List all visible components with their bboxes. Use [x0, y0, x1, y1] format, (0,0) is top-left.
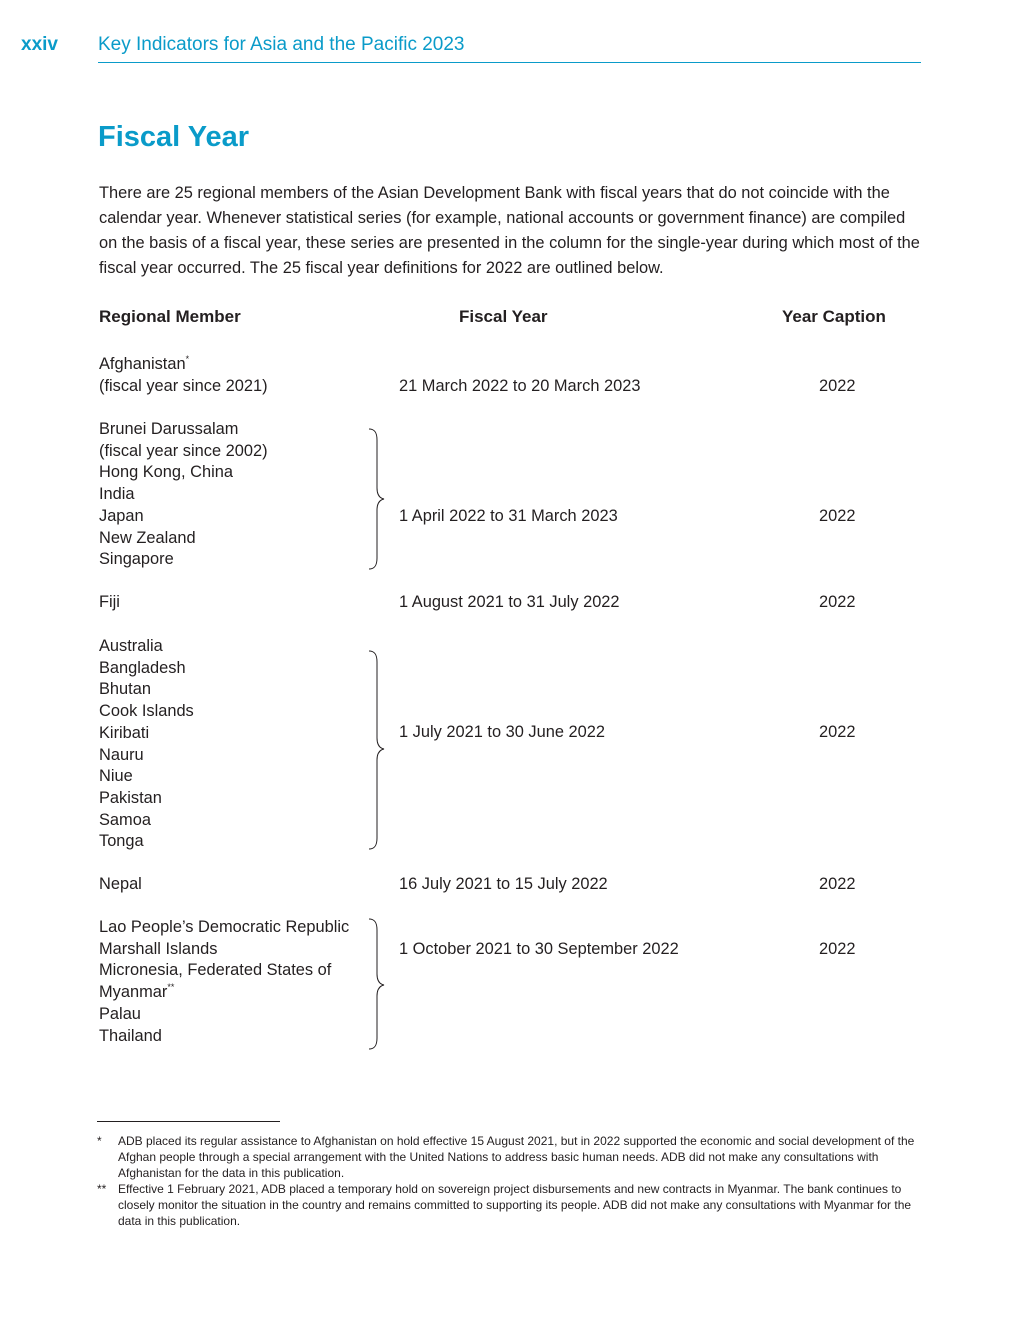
- column-header-year-caption: Year Caption: [782, 307, 886, 326]
- footnote-text: Effective 1 February 2021, ADB placed a temporary hold on sovereign project disbursements and new contracts in Myanmar. The bank continues to closely monitor the situation in the country and remains committed to supporting its people. ADB did not make any consultations with Myanmar for the data in this publication.: [118, 1182, 912, 1228]
- member-row: (fiscal year since 2021): [99, 376, 268, 395]
- fiscal-year-value: 16 July 2021 to 15 July 2022: [399, 875, 608, 893]
- brace-icon: [366, 428, 390, 570]
- brace-icon: [366, 918, 390, 1050]
- member-row: Samoa: [99, 810, 151, 829]
- member-row: Palau: [99, 1004, 141, 1023]
- member-row: Nepal: [99, 875, 142, 893]
- member-group-october-september: [99, 917, 349, 1047]
- footnote-marker: **: [167, 982, 175, 993]
- member-row: (fiscal year since 2002): [99, 441, 268, 460]
- member-name: Afghanistan: [99, 355, 186, 373]
- member-row: Niue: [99, 767, 133, 786]
- member-row: Japan: [99, 506, 144, 525]
- member-row: Marshall Islands: [99, 939, 218, 958]
- member-row: [99, 354, 268, 376]
- member-row: Kiribati: [99, 723, 150, 742]
- year-caption-value: 2022: [819, 593, 856, 611]
- member-row: New Zealand: [99, 528, 196, 547]
- year-caption-value: 2022: [819, 875, 856, 893]
- member-row: Brunei Darussalam: [99, 420, 239, 438]
- fiscal-year-value: 1 July 2021 to 30 June 2022: [399, 723, 605, 741]
- intro-paragraph: There are 25 regional members of the Asian Development Bank with fiscal years that do not coincide with the calendar year. Whenever statistical series (for example, national accounts or government finance) are compiled on the basis of a fiscal year, these series are presented in the column for the single-year during which most of the fiscal year occurred. The 25 fiscal year definitions for 2022 are outlined below.: [99, 184, 920, 277]
- member-row: Thailand: [99, 1026, 162, 1045]
- page-number: xxiv: [21, 34, 58, 55]
- footnote-text: ADB placed its regular assistance to Afghanistan on hold effective 15 August 2021, but in 2022 supported the economic and social development of the Afghan people through a special arrangement with the United Nations to address basic human needs. ADB did not make any consultations with Afghanistan for the data in this publication.: [118, 1134, 915, 1180]
- column-header-regional-member: Regional Member: [99, 307, 241, 326]
- year-caption-value: 2022: [819, 723, 856, 741]
- fiscal-year-value: 21 March 2022 to 20 March 2023: [399, 377, 641, 395]
- member-row: Tonga: [99, 832, 144, 851]
- footnote-rule: [97, 1121, 280, 1122]
- member-group-nepal: [99, 874, 142, 896]
- member-row: Cook Islands: [99, 702, 194, 721]
- year-caption-value: 2022: [819, 940, 856, 958]
- member-row: Australia: [99, 637, 163, 655]
- footnote-myanmar: [97, 1181, 919, 1229]
- member-row: Singapore: [99, 550, 174, 569]
- section-title: Fiscal Year: [98, 121, 250, 153]
- member-group-july-june: [99, 636, 194, 853]
- footnote-marker: *: [185, 354, 190, 364]
- member-group-fiji: [99, 592, 120, 614]
- member-row: Bangladesh: [99, 658, 186, 677]
- year-caption-value: 2022: [819, 377, 856, 395]
- member-row: [99, 982, 349, 1004]
- member-row: Fiji: [99, 593, 120, 611]
- footnote-marker: *: [97, 1134, 102, 1148]
- member-row: Hong Kong, China: [99, 463, 233, 482]
- member-row: Lao People’s Democratic Republic: [99, 918, 350, 936]
- fiscal-year-value: 1 August 2021 to 31 July 2022: [399, 593, 620, 611]
- fiscal-year-value: 1 October 2021 to 30 September 2022: [399, 940, 679, 958]
- member-row: Micronesia, Federated States of: [99, 961, 332, 980]
- member-group-afghanistan: [99, 354, 268, 397]
- fiscal-year-value: 1 April 2022 to 31 March 2023: [399, 507, 618, 525]
- header-rule: [98, 62, 921, 63]
- member-row: Nauru: [99, 745, 144, 764]
- footnote-afghanistan: [97, 1133, 919, 1181]
- year-caption-value: 2022: [819, 507, 856, 525]
- brace-icon: [366, 650, 390, 850]
- member-row: Bhutan: [99, 680, 151, 699]
- footnote-marker: **: [97, 1182, 107, 1196]
- member-group-april-march: [99, 419, 268, 571]
- member-name: Myanmar: [99, 983, 168, 1002]
- running-title: Key Indicators for Asia and the Pacific 2023: [98, 34, 465, 55]
- member-row: Pakistan: [99, 788, 162, 807]
- member-row: India: [99, 485, 135, 504]
- column-header-fiscal-year: Fiscal Year: [459, 307, 548, 326]
